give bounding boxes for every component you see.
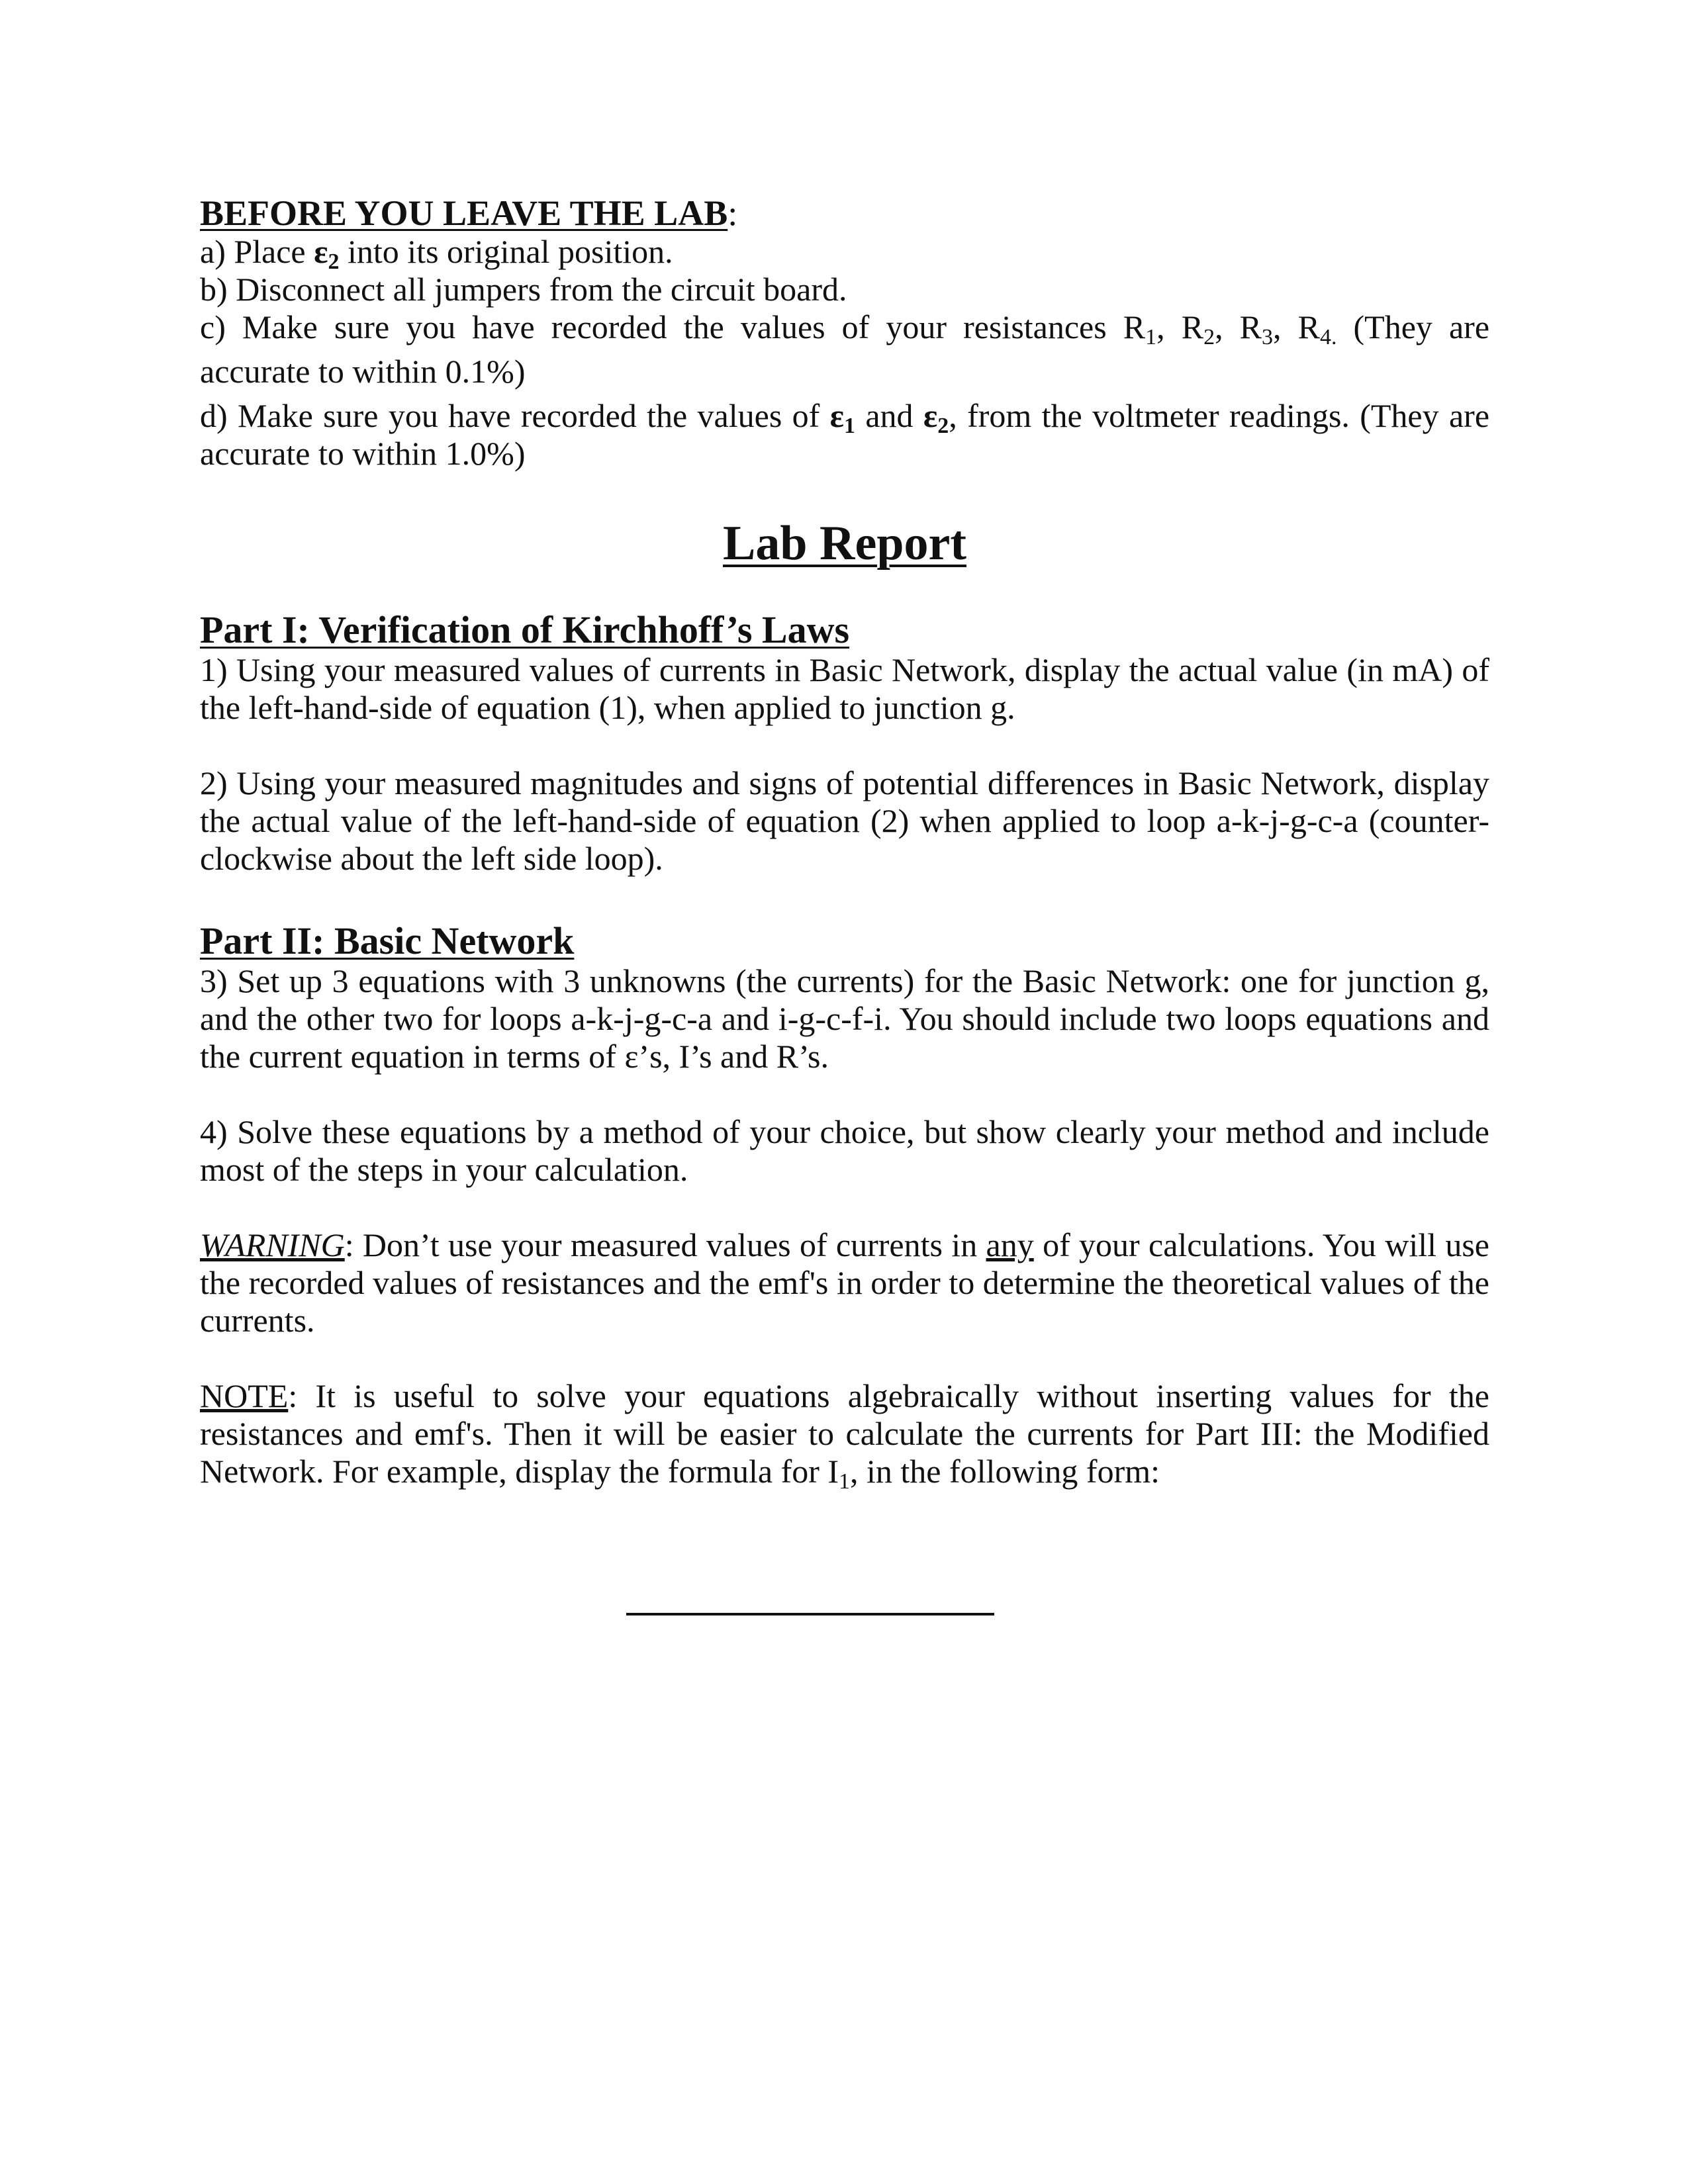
item-d-mid: and [855,397,923,434]
part-1-heading [200,609,1489,651]
epsilon-2-subscript: 2 [937,414,949,438]
part-2-heading [200,920,1489,962]
item-c-sep-2: , R [1215,308,1262,345]
warning-emphasis: any [986,1226,1034,1263]
lab-report-title [200,514,1489,573]
item-c-post: (They are [1336,308,1490,345]
note-label: NOTE [200,1377,289,1414]
document-page [200,193,1490,1494]
item-c-pre: c) Make sure you have recorded the values of your resistances R [200,308,1146,345]
spacer [200,1340,1489,1377]
spacer [200,1075,1489,1113]
spacer [200,727,1489,764]
before-leave-heading [200,193,1489,233]
question-4: 4) Solve these equations by a method of your choice, but show clearly your method and include most of the steps in your calculation. [200,1113,1489,1188]
checklist-item-c [200,308,1490,349]
checklist-item-a [200,233,1489,274]
checklist-item-d [200,397,1490,438]
warning-label: WARNING [200,1226,345,1263]
question-2: 2) Using your measured magnitudes and signs of potential differences in Basic Network, display the actual value of the left-hand-side of equation (2) when applied to loop a-k-j-g-c-a (counter-clockwise about the left side loop). [200,764,1489,877]
epsilon-subscript: 2 [328,250,340,274]
warning-pre: : Don’t use your measured values of currents in [344,1226,986,1263]
epsilon-1-symbol: ε [829,397,844,434]
note-paragraph [200,1377,1489,1494]
item-d-pre: d) Make sure you have recorded the values of [200,397,830,434]
r1-subscript: 1 [1145,325,1157,349]
item-a-pre: a) Place [200,233,314,270]
item-c-sep-3: , R [1273,308,1320,345]
epsilon-symbol: ε [314,233,328,270]
item-c-sep-1: , R [1156,308,1204,345]
before-leave-heading-text: BEFORE YOU LEAVE THE LAB [200,193,728,233]
spacer [200,1189,1489,1226]
formula-fraction-line [626,1613,994,1615]
before-leave-heading-colon: : [727,193,738,233]
warning-post: of your calculations. You will use the recorded values of resistances and the emf's in order to determine the theoretical values of the currents. [200,1226,1490,1339]
warning-paragraph [200,1226,1489,1340]
spacer [200,878,1489,920]
part-2-heading-text: Part II: Basic Network [200,919,575,962]
i1-subscript: 1 [839,1469,851,1494]
epsilon-2-symbol: ε [923,397,938,434]
checklist-item-d-line2: accurate to within 1.0%) [200,435,526,472]
epsilon-1-subscript: 1 [844,414,855,438]
question-1: 1) Using your measured values of currents in Basic Network, display the actual value (in mA) of the left-hand-side of equation (1), when applied to junction g. [200,651,1489,726]
note-post: , in the following form: [850,1453,1160,1490]
note-pre: : It is useful to solve your equations algebraically without inserting values for the resistances and emf's. Then it will be easier to calculate the currents for Part III: the Modified Network. For example, display the formula for I [200,1377,1489,1490]
part-1-heading-text: Part I: Verification of Kirchhoff’s Laws [200,608,850,651]
checklist-item-c-line2: accurate to within 0.1%) [200,353,526,390]
checklist-item-b: b) Disconnect all jumpers from the circuit board. [200,271,847,308]
r4-subscript: 4. [1319,325,1337,349]
item-d-post: , from the voltmeter readings. (They are [949,397,1490,434]
question-3: 3) Set up 3 equations with 3 unknowns (the currents) for the Basic Network: one for junction g, and the other two for loops a-k-j-g-c-a and i-g-c-f-i. You should include two loops equations and the current equation in terms of ε’s, I’s and R’s. [200,962,1489,1075]
item-a-post: into its original position. [339,233,673,270]
r2-subscript: 2 [1203,325,1215,349]
r3-subscript: 3 [1262,325,1273,349]
lab-report-title-text: Lab Report [723,516,966,570]
